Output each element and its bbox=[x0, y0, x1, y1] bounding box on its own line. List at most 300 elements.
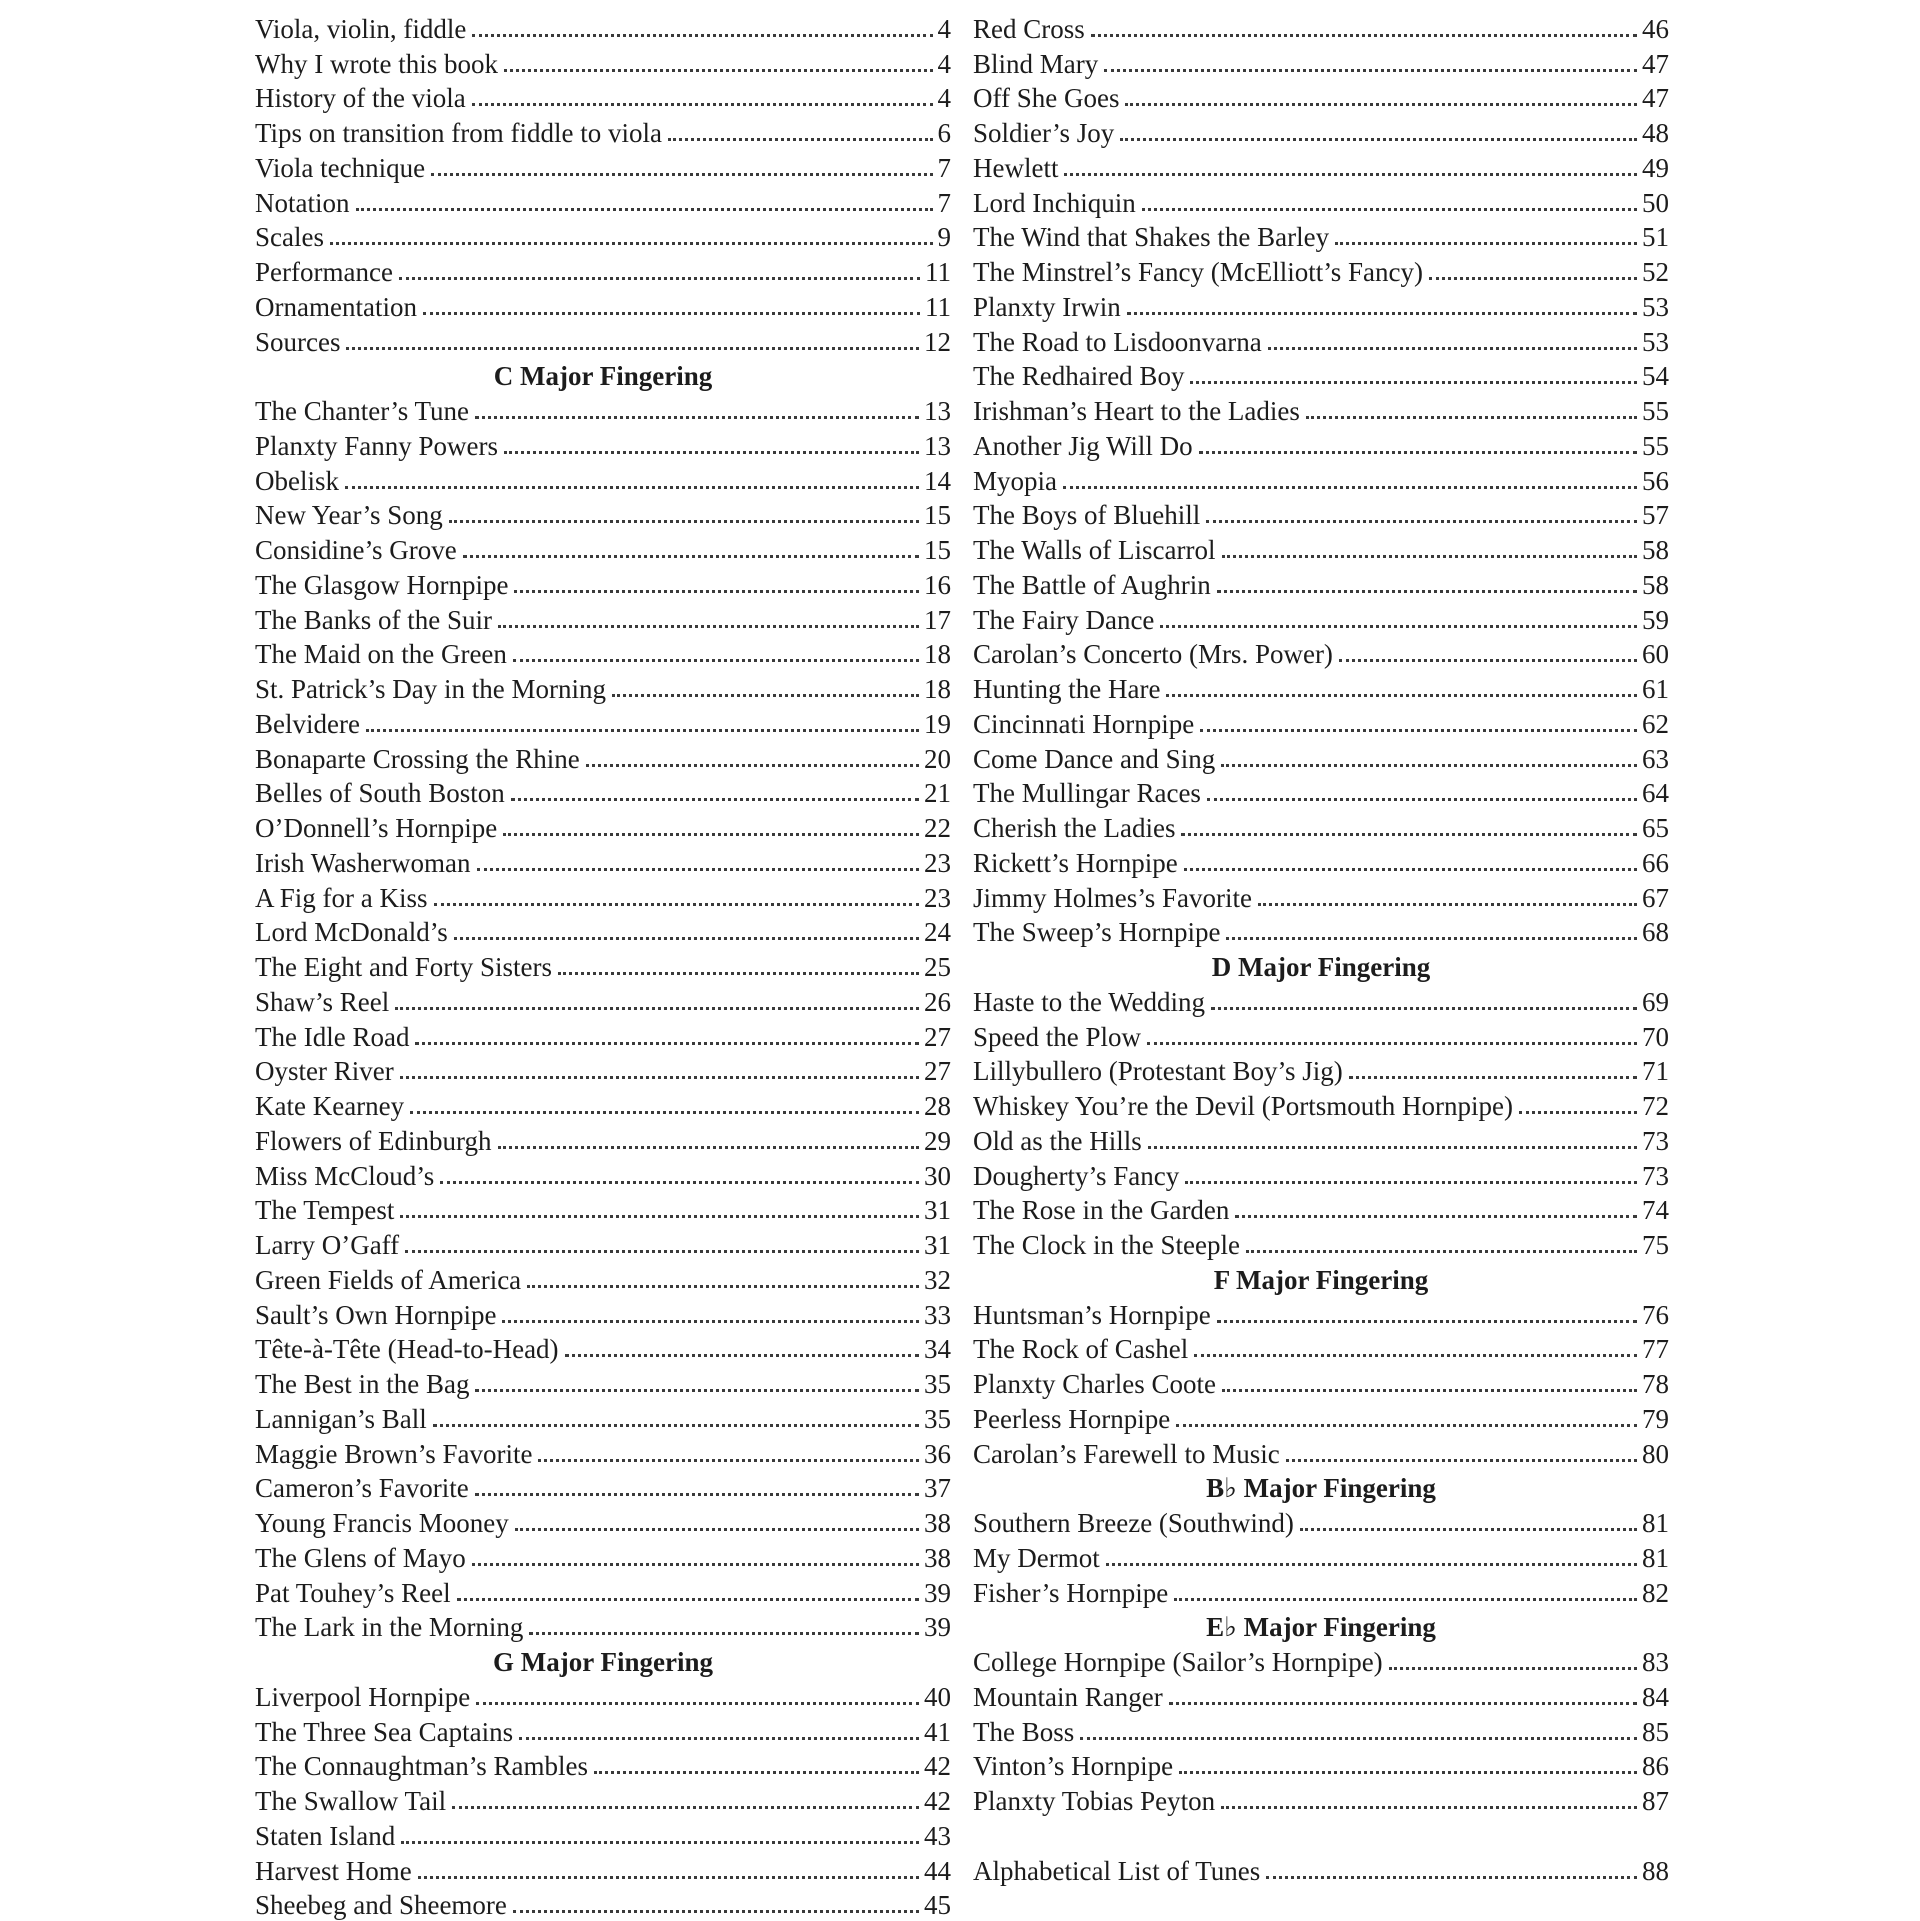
entry-title: The Maid on the Green bbox=[255, 638, 507, 670]
entry-title: Speed the Plow bbox=[973, 1021, 1141, 1053]
entry-page-number: 73 bbox=[1642, 1160, 1669, 1192]
entry-title: The Rose in the Garden bbox=[973, 1194, 1229, 1226]
toc-entry bbox=[255, 879, 951, 914]
toc-entry bbox=[973, 497, 1669, 532]
section-heading: B♭ Major Fingering bbox=[973, 1470, 1669, 1505]
entry-title: Carolan’s Farewell to Music bbox=[973, 1438, 1280, 1470]
dot-leader bbox=[476, 1702, 919, 1705]
toc-entry bbox=[255, 1365, 951, 1400]
entry-page-number: 81 bbox=[1642, 1542, 1669, 1574]
entry-title: Sources bbox=[255, 326, 340, 358]
entry-page-number: 66 bbox=[1642, 847, 1669, 879]
entry-title: Belvidere bbox=[255, 708, 360, 740]
dot-leader bbox=[475, 416, 919, 419]
entry-page-number: 57 bbox=[1642, 499, 1669, 531]
toc-entry bbox=[973, 1504, 1669, 1539]
entry-title: The Clock in the Steeple bbox=[973, 1229, 1240, 1261]
entry-title: Soldier’s Joy bbox=[973, 117, 1114, 149]
entry-title: Peerless Hornpipe bbox=[973, 1403, 1170, 1435]
toc-entry bbox=[973, 1574, 1669, 1609]
dot-leader bbox=[418, 1876, 919, 1879]
entry-page-number: 6 bbox=[938, 117, 952, 149]
entry-page-number: 75 bbox=[1642, 1229, 1669, 1261]
entry-title: Shaw’s Reel bbox=[255, 986, 389, 1018]
toc-entry bbox=[973, 809, 1669, 844]
entry-page-number: 7 bbox=[938, 152, 952, 184]
entry-title: The Rock of Cashel bbox=[973, 1333, 1188, 1365]
dot-leader bbox=[1106, 1563, 1637, 1566]
dot-leader bbox=[511, 798, 919, 801]
entry-page-number: 11 bbox=[925, 256, 951, 288]
entry-title: The Battle of Aughrin bbox=[973, 569, 1211, 601]
toc-entry bbox=[973, 1296, 1669, 1331]
entry-page-number: 49 bbox=[1642, 152, 1669, 184]
toc-entry bbox=[973, 10, 1669, 45]
toc-entry bbox=[973, 219, 1669, 254]
entry-page-number: 79 bbox=[1642, 1403, 1669, 1435]
toc-entry bbox=[255, 1713, 951, 1748]
dot-leader bbox=[586, 764, 919, 767]
entry-title: Tête-à-Tête (Head-to-Head) bbox=[255, 1333, 559, 1365]
toc-entry bbox=[973, 1331, 1669, 1366]
entry-page-number: 51 bbox=[1642, 221, 1669, 253]
entry-title: Notation bbox=[255, 187, 350, 219]
toc-entry bbox=[973, 1122, 1669, 1157]
entry-page-number: 78 bbox=[1642, 1368, 1669, 1400]
entry-page-number: 59 bbox=[1642, 604, 1669, 636]
dot-leader bbox=[1335, 242, 1637, 245]
toc-entry bbox=[973, 879, 1669, 914]
entry-page-number: 71 bbox=[1642, 1055, 1669, 1087]
entry-page-number: 38 bbox=[924, 1542, 951, 1574]
dot-leader bbox=[1207, 798, 1637, 801]
toc-entry bbox=[973, 1018, 1669, 1053]
dot-leader bbox=[400, 1215, 919, 1218]
entry-title: Fisher’s Hornpipe bbox=[973, 1577, 1168, 1609]
dot-leader bbox=[472, 1563, 919, 1566]
toc-entry bbox=[255, 705, 951, 740]
entry-title: Lannigan’s Ball bbox=[255, 1403, 427, 1435]
dot-leader bbox=[472, 34, 932, 37]
entry-page-number: 46 bbox=[1642, 13, 1669, 45]
dot-leader bbox=[366, 729, 919, 732]
entry-title: Cherish the Ladies bbox=[973, 812, 1175, 844]
toc-entry bbox=[255, 1748, 951, 1783]
entry-title: Why I wrote this book bbox=[255, 48, 498, 80]
dot-leader bbox=[415, 1042, 919, 1045]
entry-title: Another Jig Will Do bbox=[973, 430, 1193, 462]
toc-entry bbox=[973, 914, 1669, 949]
entry-title: Miss McCloud’s bbox=[255, 1160, 434, 1192]
entry-title: The Boys of Bluehill bbox=[973, 499, 1200, 531]
dot-leader bbox=[1221, 764, 1637, 767]
entry-title: Green Fields of America bbox=[255, 1264, 521, 1296]
entry-title: Planxty Charles Coote bbox=[973, 1368, 1216, 1400]
entry-title: The Lark in the Morning bbox=[255, 1611, 523, 1643]
toc-entry bbox=[973, 1782, 1669, 1817]
entry-title: St. Patrick’s Day in the Morning bbox=[255, 673, 606, 705]
entry-page-number: 24 bbox=[924, 916, 951, 948]
toc-column-left bbox=[255, 10, 951, 1921]
section-heading: D Major Fingering bbox=[973, 948, 1669, 983]
entry-page-number: 14 bbox=[924, 465, 951, 497]
toc-entry bbox=[973, 740, 1669, 775]
entry-page-number: 13 bbox=[924, 430, 951, 462]
dot-leader bbox=[433, 1424, 919, 1427]
toc-entry bbox=[973, 636, 1669, 671]
dot-leader bbox=[565, 1354, 919, 1357]
dot-leader bbox=[457, 1598, 919, 1601]
entry-title: College Hornpipe (Sailor’s Hornpipe) bbox=[973, 1646, 1383, 1678]
entry-title: Planxty Fanny Powers bbox=[255, 430, 498, 462]
entry-title: Flowers of Edinburgh bbox=[255, 1125, 492, 1157]
toc-entry bbox=[255, 1470, 951, 1505]
toc-entry bbox=[973, 1678, 1669, 1713]
toc-entry bbox=[255, 636, 951, 671]
section-heading: F Major Fingering bbox=[973, 1261, 1669, 1296]
toc-entry bbox=[973, 427, 1669, 462]
toc-entry bbox=[973, 1053, 1669, 1088]
entry-page-number: 41 bbox=[924, 1716, 951, 1748]
entry-page-number: 60 bbox=[1642, 638, 1669, 670]
dot-leader bbox=[1206, 520, 1637, 523]
dot-leader bbox=[1104, 69, 1637, 72]
dot-leader bbox=[498, 1146, 920, 1149]
dot-leader bbox=[1217, 590, 1637, 593]
toc-entry bbox=[973, 1748, 1669, 1783]
dot-leader bbox=[410, 1111, 919, 1114]
entry-title: Hunting the Hare bbox=[973, 673, 1160, 705]
section-heading: C Major Fingering bbox=[255, 358, 951, 393]
entry-title: The Minstrel’s Fancy (McElliott’s Fancy) bbox=[973, 256, 1423, 288]
dot-leader bbox=[1127, 312, 1637, 315]
entry-page-number: 80 bbox=[1642, 1438, 1669, 1470]
entry-page-number: 30 bbox=[924, 1160, 951, 1192]
dot-leader bbox=[1176, 1424, 1637, 1427]
toc-entry bbox=[973, 80, 1669, 115]
toc-entry bbox=[255, 1817, 951, 1852]
entry-title: Ornamentation bbox=[255, 291, 417, 323]
entry-title: The Connaughtman’s Rambles bbox=[255, 1750, 588, 1782]
entry-title: Dougherty’s Fancy bbox=[973, 1160, 1179, 1192]
dot-leader bbox=[514, 590, 919, 593]
entry-page-number: 27 bbox=[924, 1021, 951, 1053]
entry-page-number: 88 bbox=[1642, 1855, 1669, 1887]
entry-title: Irish Washerwoman bbox=[255, 847, 471, 879]
dot-leader bbox=[1142, 208, 1637, 211]
dot-leader bbox=[1226, 937, 1637, 940]
toc-entry bbox=[973, 601, 1669, 636]
entry-page-number: 39 bbox=[924, 1577, 951, 1609]
dot-leader bbox=[513, 659, 919, 662]
entry-title: The Sweep’s Hornpipe bbox=[973, 916, 1220, 948]
dot-leader bbox=[431, 173, 932, 176]
entry-title: The Idle Road bbox=[255, 1021, 409, 1053]
entry-page-number: 22 bbox=[924, 812, 951, 844]
dot-leader bbox=[1185, 1181, 1637, 1184]
toc-entry bbox=[255, 1504, 951, 1539]
entry-title: The Three Sea Captains bbox=[255, 1716, 513, 1748]
dot-leader bbox=[527, 1285, 919, 1288]
entry-page-number: 11 bbox=[925, 291, 951, 323]
entry-title: Tips on transition from fiddle to viola bbox=[255, 117, 662, 149]
entry-title: Larry O’Gaff bbox=[255, 1229, 399, 1261]
entry-page-number: 18 bbox=[924, 673, 951, 705]
entry-page-number: 86 bbox=[1642, 1750, 1669, 1782]
dot-leader bbox=[1169, 1702, 1637, 1705]
entry-page-number: 31 bbox=[924, 1194, 951, 1226]
entry-title: Come Dance and Sing bbox=[973, 743, 1215, 775]
toc-entry bbox=[255, 1678, 951, 1713]
entry-page-number: 36 bbox=[924, 1438, 951, 1470]
entry-page-number: 84 bbox=[1642, 1681, 1669, 1713]
toc-entry bbox=[973, 566, 1669, 601]
dot-leader bbox=[395, 1007, 919, 1010]
toc-entry bbox=[255, 219, 951, 254]
toc-entry bbox=[973, 1713, 1669, 1748]
entry-page-number: 15 bbox=[924, 534, 951, 566]
entry-page-number: 4 bbox=[938, 13, 952, 45]
dot-leader bbox=[345, 486, 919, 489]
entry-title: Young Francis Mooney bbox=[255, 1507, 509, 1539]
toc-entry bbox=[255, 1296, 951, 1331]
entry-page-number: 12 bbox=[924, 326, 951, 358]
entry-title: A Fig for a Kiss bbox=[255, 882, 428, 914]
entry-page-number: 39 bbox=[924, 1611, 951, 1643]
toc-entry bbox=[973, 392, 1669, 427]
entry-page-number: 53 bbox=[1642, 291, 1669, 323]
entry-page-number: 63 bbox=[1642, 743, 1669, 775]
entry-title: Southern Breeze (Southwind) bbox=[973, 1507, 1294, 1539]
toc-entry bbox=[255, 288, 951, 323]
dot-leader bbox=[1389, 1667, 1637, 1670]
entry-title: Blind Mary bbox=[973, 48, 1098, 80]
entry-title: The Wind that Shakes the Barley bbox=[973, 221, 1329, 253]
entry-page-number: 83 bbox=[1642, 1646, 1669, 1678]
entry-title: Staten Island bbox=[255, 1820, 395, 1852]
entry-page-number: 61 bbox=[1642, 673, 1669, 705]
dot-leader bbox=[477, 868, 919, 871]
dot-leader bbox=[1190, 381, 1637, 384]
dot-leader bbox=[1306, 416, 1637, 419]
entry-title: Kate Kearney bbox=[255, 1090, 404, 1122]
toc-entry bbox=[255, 1018, 951, 1053]
dot-leader bbox=[356, 208, 933, 211]
toc-entry bbox=[255, 114, 951, 149]
entry-page-number: 15 bbox=[924, 499, 951, 531]
toc-entry bbox=[973, 531, 1669, 566]
dot-leader bbox=[529, 1632, 919, 1635]
toc-entry bbox=[255, 184, 951, 219]
toc-entry bbox=[255, 1087, 951, 1122]
toc-entry bbox=[255, 601, 951, 636]
entry-page-number: 31 bbox=[924, 1229, 951, 1261]
dot-leader bbox=[423, 312, 920, 315]
entry-page-number: 42 bbox=[924, 1750, 951, 1782]
entry-page-number: 23 bbox=[924, 847, 951, 879]
toc-entry bbox=[255, 740, 951, 775]
toc-entry bbox=[973, 114, 1669, 149]
dot-leader bbox=[463, 555, 919, 558]
entry-page-number: 62 bbox=[1642, 708, 1669, 740]
entry-title: Whiskey You’re the Devil (Portsmouth Hornpipe) bbox=[973, 1090, 1513, 1122]
toc-entry bbox=[973, 45, 1669, 80]
entry-title: History of the viola bbox=[255, 82, 466, 114]
dot-leader bbox=[498, 625, 919, 628]
entry-title: Performance bbox=[255, 256, 393, 288]
entry-title: Alphabetical List of Tunes bbox=[973, 1855, 1260, 1887]
dot-leader bbox=[1080, 1737, 1637, 1740]
entry-title: Oyster River bbox=[255, 1055, 394, 1087]
dot-leader bbox=[594, 1771, 919, 1774]
dot-leader bbox=[405, 1250, 919, 1253]
toc-entry bbox=[973, 705, 1669, 740]
entry-page-number: 16 bbox=[924, 569, 951, 601]
dot-leader bbox=[330, 242, 933, 245]
entry-page-number: 82 bbox=[1642, 1577, 1669, 1609]
entry-page-number: 73 bbox=[1642, 1125, 1669, 1157]
dot-leader bbox=[1429, 277, 1637, 280]
dot-leader bbox=[1125, 103, 1637, 106]
entry-page-number: 27 bbox=[924, 1055, 951, 1087]
entry-page-number: 19 bbox=[924, 708, 951, 740]
toc-entry bbox=[255, 914, 951, 949]
toc-entry bbox=[973, 149, 1669, 184]
entry-title: Lord Inchiquin bbox=[973, 187, 1136, 219]
toc-entry bbox=[255, 323, 951, 358]
dot-leader bbox=[504, 451, 919, 454]
toc-entry bbox=[255, 1053, 951, 1088]
dot-leader bbox=[1258, 903, 1637, 906]
entry-page-number: 52 bbox=[1642, 256, 1669, 288]
toc-entry bbox=[973, 670, 1669, 705]
toc-entry bbox=[255, 253, 951, 288]
toc-entry bbox=[973, 1087, 1669, 1122]
entry-page-number: 34 bbox=[924, 1333, 951, 1365]
entry-title: The Tempest bbox=[255, 1194, 394, 1226]
toc-entry bbox=[255, 670, 951, 705]
entry-page-number: 48 bbox=[1642, 117, 1669, 149]
dot-leader bbox=[1194, 1354, 1637, 1357]
entry-page-number: 35 bbox=[924, 1403, 951, 1435]
dot-leader bbox=[475, 1493, 919, 1496]
toc-entry bbox=[255, 775, 951, 810]
dot-leader bbox=[399, 277, 920, 280]
dot-leader bbox=[449, 520, 919, 523]
toc-entry bbox=[255, 1852, 951, 1887]
dot-leader bbox=[1174, 1598, 1637, 1601]
entry-title: Scales bbox=[255, 221, 324, 253]
entry-title: Cameron’s Favorite bbox=[255, 1472, 469, 1504]
toc-entry bbox=[255, 1609, 951, 1644]
dot-leader bbox=[346, 347, 919, 350]
entry-title: The Glens of Mayo bbox=[255, 1542, 466, 1574]
toc-entry bbox=[973, 1226, 1669, 1261]
toc-entry bbox=[255, 1261, 951, 1296]
dot-leader bbox=[1199, 451, 1637, 454]
entry-page-number: 50 bbox=[1642, 187, 1669, 219]
entry-page-number: 43 bbox=[924, 1820, 951, 1852]
toc-entry bbox=[255, 809, 951, 844]
entry-page-number: 54 bbox=[1642, 360, 1669, 392]
toc-entry bbox=[255, 1574, 951, 1609]
entry-page-number: 4 bbox=[938, 82, 952, 114]
entry-title: Planxty Tobias Peyton bbox=[973, 1785, 1215, 1817]
entry-title: Sheebeg and Sheemore bbox=[255, 1889, 507, 1921]
entry-title: The Boss bbox=[973, 1716, 1074, 1748]
dot-leader bbox=[472, 103, 933, 106]
dot-leader bbox=[440, 1181, 919, 1184]
entry-page-number: 56 bbox=[1642, 465, 1669, 497]
entry-title: New Year’s Song bbox=[255, 499, 443, 531]
toc-entry bbox=[973, 1400, 1669, 1435]
toc-column-right bbox=[973, 10, 1669, 1887]
entry-page-number: 40 bbox=[924, 1681, 951, 1713]
dot-leader bbox=[1091, 34, 1637, 37]
entry-page-number: 87 bbox=[1642, 1785, 1669, 1817]
dot-leader bbox=[401, 1841, 919, 1844]
entry-title: Planxty Irwin bbox=[973, 291, 1121, 323]
dot-leader bbox=[513, 1910, 919, 1913]
toc-entry bbox=[973, 1643, 1669, 1678]
entry-page-number: 20 bbox=[924, 743, 951, 775]
dot-leader bbox=[1246, 1250, 1637, 1253]
dot-leader bbox=[1222, 1389, 1637, 1392]
dot-leader bbox=[1184, 868, 1637, 871]
dot-leader bbox=[504, 69, 933, 72]
entry-page-number: 74 bbox=[1642, 1194, 1669, 1226]
entry-page-number: 29 bbox=[924, 1125, 951, 1157]
dot-leader bbox=[454, 937, 919, 940]
entry-page-number: 7 bbox=[938, 187, 952, 219]
entry-title: The Mullingar Races bbox=[973, 777, 1201, 809]
dot-leader bbox=[1339, 659, 1637, 662]
entry-page-number: 42 bbox=[924, 1785, 951, 1817]
entry-page-number: 18 bbox=[924, 638, 951, 670]
dot-leader bbox=[1120, 138, 1637, 141]
entry-title: Harvest Home bbox=[255, 1855, 412, 1887]
entry-title: Haste to the Wedding bbox=[973, 986, 1205, 1018]
dot-leader bbox=[502, 1320, 919, 1323]
dot-leader bbox=[538, 1459, 919, 1462]
dot-leader bbox=[1064, 173, 1637, 176]
entry-page-number: 25 bbox=[924, 951, 951, 983]
entry-page-number: 77 bbox=[1642, 1333, 1669, 1365]
section-heading: G Major Fingering bbox=[255, 1643, 951, 1678]
toc-entry bbox=[255, 1122, 951, 1157]
entry-title: Red Cross bbox=[973, 13, 1085, 45]
entry-title: Viola, violin, fiddle bbox=[255, 13, 466, 45]
dot-leader bbox=[1211, 1007, 1637, 1010]
entry-title: The Road to Lisdoonvarna bbox=[973, 326, 1262, 358]
toc-entry bbox=[973, 1365, 1669, 1400]
entry-title: Pat Touhey’s Reel bbox=[255, 1577, 451, 1609]
dot-leader bbox=[612, 694, 919, 697]
entry-title: Sault’s Own Hornpipe bbox=[255, 1299, 496, 1331]
toc-entry bbox=[973, 1852, 1669, 1887]
toc-spacer bbox=[973, 1817, 1669, 1852]
entry-page-number: 4 bbox=[938, 48, 952, 80]
entry-page-number: 70 bbox=[1642, 1021, 1669, 1053]
toc-entry bbox=[973, 775, 1669, 810]
toc-entry bbox=[255, 392, 951, 427]
toc-entry bbox=[255, 1192, 951, 1227]
toc-entry bbox=[973, 1192, 1669, 1227]
toc-entry bbox=[255, 1539, 951, 1574]
toc-entry bbox=[973, 323, 1669, 358]
entry-title: The Eight and Forty Sisters bbox=[255, 951, 552, 983]
toc-entry bbox=[255, 983, 951, 1018]
